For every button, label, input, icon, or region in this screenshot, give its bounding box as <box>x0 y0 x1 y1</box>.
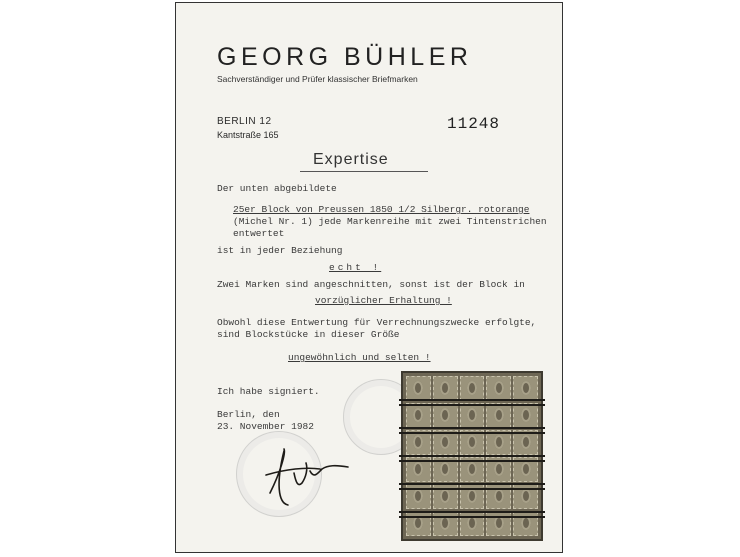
ink-cancel-stroke <box>399 516 545 518</box>
street-address: Kantstraße 165 <box>217 130 279 140</box>
item-description-line-3: entwertet <box>233 228 285 239</box>
remark-text: Zwei Marken sind angeschnitten, sonst ist der Block in <box>217 279 525 290</box>
ink-cancel-stroke <box>399 427 545 429</box>
city: BERLIN 12 <box>217 116 272 127</box>
signature <box>236 443 366 513</box>
statement-text: ist in jeder Beziehung <box>217 245 343 256</box>
certificate-number: 11248 <box>447 115 501 133</box>
stamp <box>433 376 458 401</box>
ink-cancel-stroke <box>399 488 545 490</box>
ink-cancel-stroke <box>399 483 545 485</box>
stamp <box>486 376 511 401</box>
ink-cancel-stroke <box>399 455 545 457</box>
date-text: 23. November 1982 <box>217 421 314 432</box>
item-description-line-2: (Michel Nr. 1) jede Markenreihe mit zwei Tintenstrichen <box>233 216 547 227</box>
stamp <box>513 376 538 401</box>
ink-cancel-stroke <box>399 460 545 462</box>
heading-underline <box>300 171 428 172</box>
place-text: Berlin, den <box>217 409 280 420</box>
document-heading: Expertise <box>313 151 389 168</box>
condition-text: vorzüglicher Erhaltung ! <box>315 295 452 306</box>
stamp <box>513 511 538 536</box>
stamp <box>433 511 458 536</box>
stamp-block <box>401 371 543 541</box>
expert-name: GEORG BÜHLER <box>217 43 473 71</box>
note-line-1: Obwohl diese Entwertung für Verrechnungszwecke erfolgte, <box>217 317 537 328</box>
stamp <box>460 376 485 401</box>
verdict-text: echt ! <box>329 262 382 273</box>
intro-text: Der unten abgebildete <box>217 183 337 194</box>
ink-cancel-stroke <box>399 432 545 434</box>
stamp <box>460 511 485 536</box>
stamp <box>406 376 431 401</box>
stamp <box>486 511 511 536</box>
stamp <box>406 511 431 536</box>
signed-text: Ich habe signiert. <box>217 386 320 397</box>
ink-cancel-stroke <box>399 399 545 401</box>
expertise-certificate <box>175 2 563 553</box>
stamp <box>460 403 485 428</box>
item-description-line-1: 25er Block von Preussen 1850 1/2 Silbergr. rotorange <box>233 204 530 215</box>
rarity-text: ungewöhnlich und selten ! <box>288 352 431 363</box>
stamp <box>406 403 431 428</box>
ink-cancel-stroke <box>399 404 545 406</box>
ink-cancel-stroke <box>399 511 545 513</box>
expert-subtitle: Sachverständiger und Prüfer klassischer Briefmarken <box>217 74 418 84</box>
stamp <box>433 403 458 428</box>
stamp <box>486 403 511 428</box>
stamp <box>513 403 538 428</box>
note-line-2: sind Blockstücke in dieser Größe <box>217 329 400 340</box>
